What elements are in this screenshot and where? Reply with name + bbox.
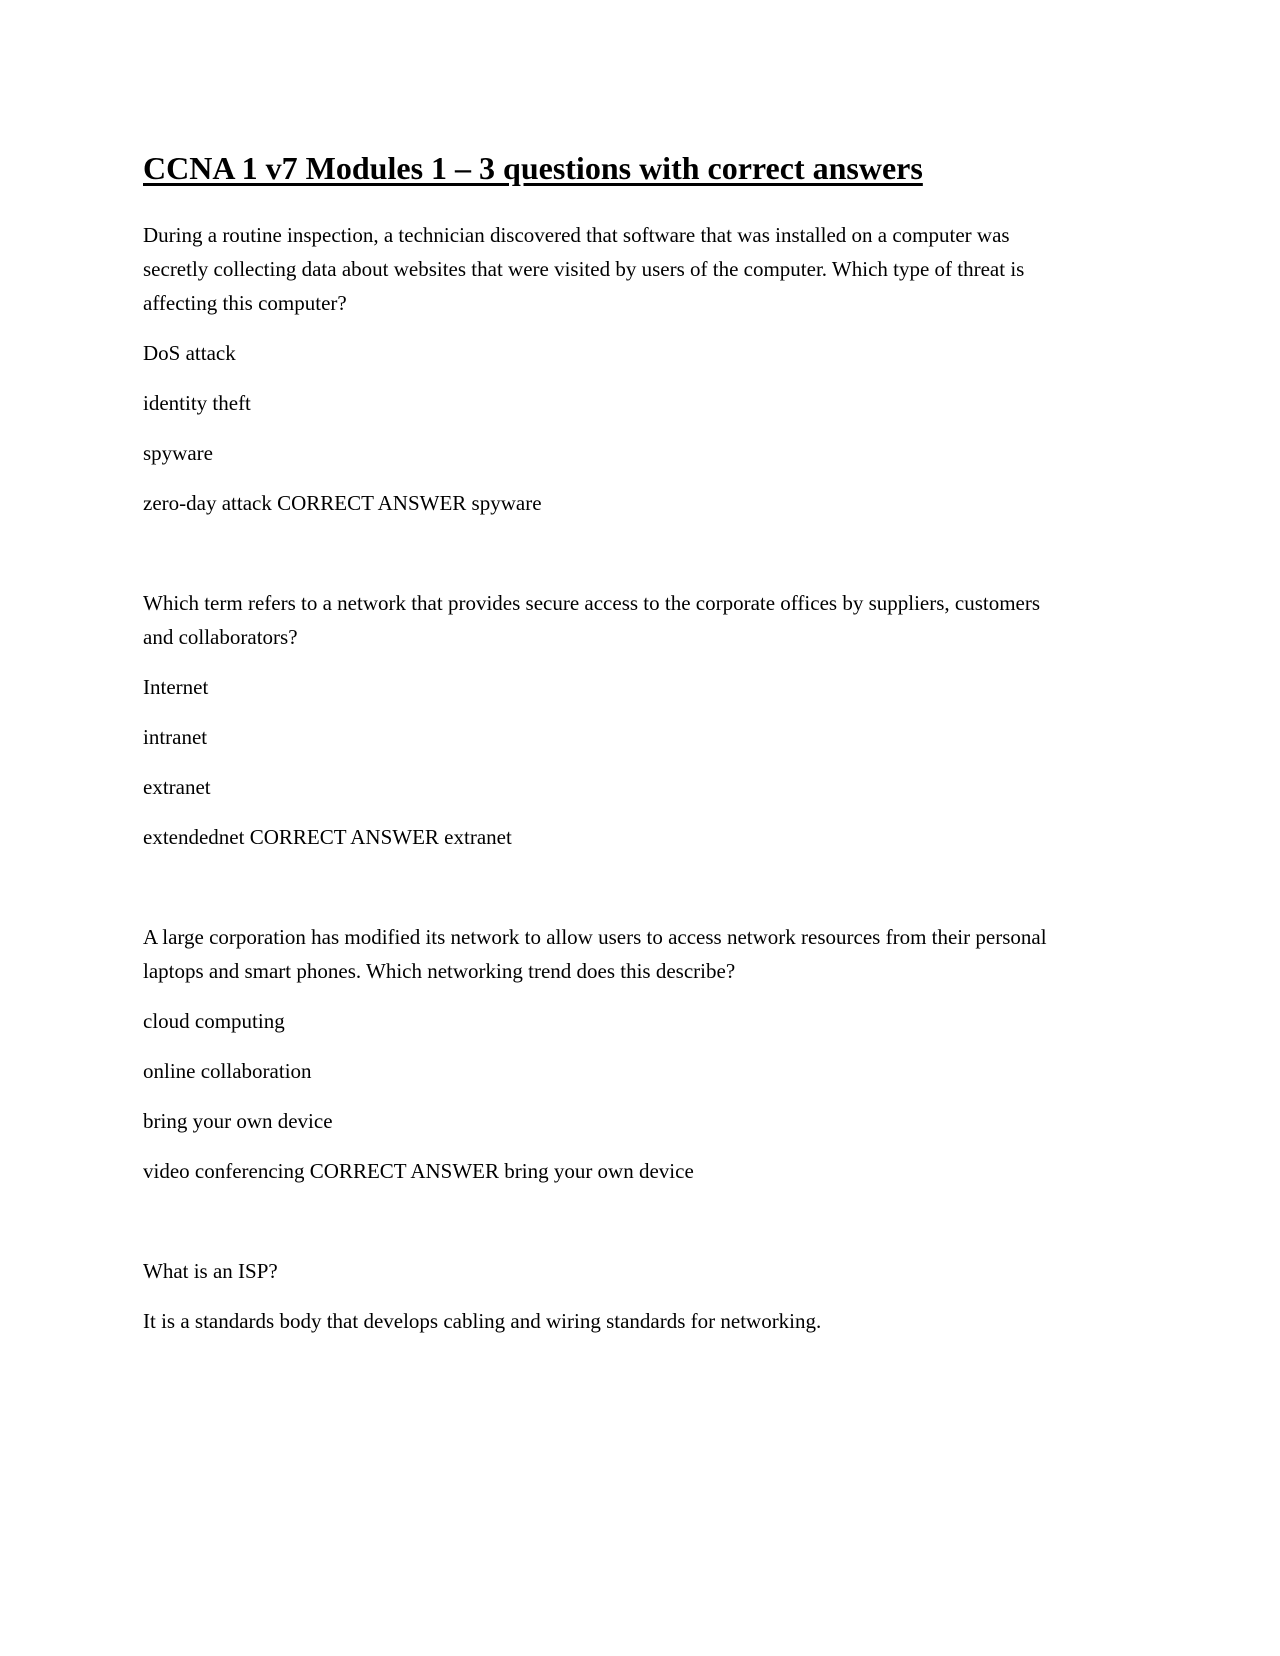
answer-line-paragraph: It is a standards body that develops cabling and wiring standards for networking. [143,1309,822,1333]
option-paragraph: cloud computing [143,1009,285,1033]
option-paragraph: extranet [143,775,211,799]
document-title: CCNA 1 v7 Modules 1 – 3 questions with correct answers [143,150,923,186]
question-paragraph: During a routine inspection, a technician discovered that software that was installed on a computer was secretly collecting data about websites that were visited by users of the computer. Which type of threat is affecting this computer? [143,223,1025,315]
option-paragraph: extendednet CORRECT ANSWER extranet [143,825,512,849]
question-paragraph: A large corporation has modified its network to allow users to access network resources from their personal laptops and smart phones. Which networking trend does this describe? [143,925,1047,983]
option-paragraph: DoS attack [143,341,236,365]
option-paragraph: intranet [143,725,208,749]
paragraph-spacer [143,536,1063,586]
paragraph-spacer [143,1204,1063,1254]
option-paragraph: video conferencing CORRECT ANSWER bring your own device [143,1159,694,1183]
document-body [143,218,1140,1338]
question-paragraph: Which term refers to a network that provides secure access to the corporate offices by suppliers, customers and collaborators? [143,591,1041,649]
option-paragraph: online collaboration [143,1059,312,1083]
option-paragraph: identity theft [143,391,251,415]
paragraph-spacer [143,870,1063,920]
option-paragraph: Internet [143,675,209,699]
option-paragraph: spyware [143,441,213,465]
option-paragraph: zero-day attack CORRECT ANSWER spyware [143,491,542,515]
option-paragraph: bring your own device [143,1109,333,1133]
question-paragraph: What is an ISP? [143,1259,278,1283]
